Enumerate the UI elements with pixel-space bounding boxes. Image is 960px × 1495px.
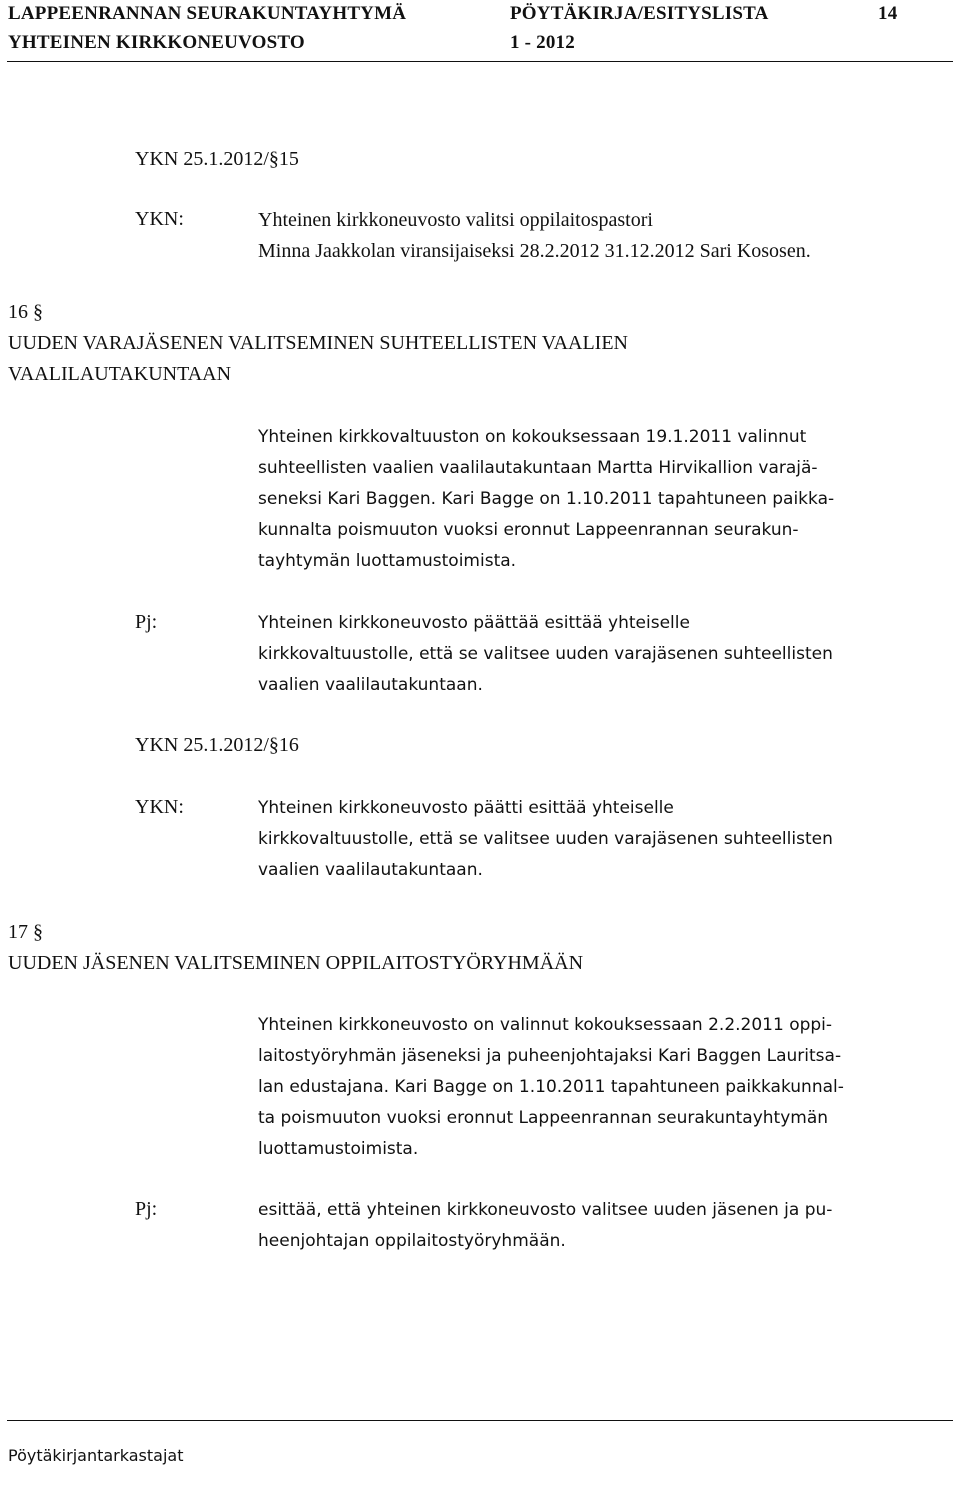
decision-label: YKN: <box>135 208 184 230</box>
proposal-label: Pj: <box>135 611 158 633</box>
text-line: Yhteinen kirkkoneuvosto päättää esittää yhteiselle <box>258 613 690 633</box>
document-number: 1 - 2012 <box>510 32 575 53</box>
text-line: suhteellisten vaalien vaalilautakuntaan Martta Hirvikallion varajä- <box>258 458 818 478</box>
section-number: 17 § <box>8 921 43 943</box>
text-line: Yhteinen kirkkoneuvosto on valinnut kokouksessaan 2.2.2011 oppi- <box>258 1015 833 1035</box>
text-line: kirkkovaltuustolle, että se valitsee uuden varajäsenen suhteellisten <box>258 644 833 664</box>
text-line: Yhteinen kirkkovaltuuston on kokouksessaan 19.1.2011 valinnut <box>258 427 807 447</box>
proposal-text <box>258 1195 832 1257</box>
section-number: 16 § <box>8 301 43 323</box>
text-line: Yhteinen kirkkoneuvosto valitsi oppilaitospastori <box>258 209 653 231</box>
decision-text <box>258 793 833 886</box>
title-line: VAALILAUTAKUNTAAN <box>8 363 232 385</box>
background-text <box>258 422 834 577</box>
header-divider <box>7 61 953 62</box>
text-line: lan edustajana. Kari Bagge on 1.10.2011 tapahtuneen paikkakunnal- <box>258 1077 844 1097</box>
proposal-text <box>258 608 833 701</box>
text-line: seneksi Kari Baggen. Kari Bagge on 1.10.2011 tapahtuneen paikka- <box>258 489 835 509</box>
text-line: esittää, että yhteinen kirkkoneuvosto valitsee uuden jäsenen ja pu- <box>258 1200 833 1220</box>
board-name: YHTEINEN KIRKKONEUVOSTO <box>8 32 305 53</box>
text-line: Minna Jaakkolan viransijaiseksi 28.2.2012 31.12.2012 Sari Kososen. <box>258 240 811 262</box>
decision-label: YKN: <box>135 796 184 818</box>
footer-divider <box>7 1420 953 1421</box>
proposal-label: Pj: <box>135 1198 158 1220</box>
title-line: UUDEN VARAJÄSENEN VALITSEMINEN SUHTEELLISTEN VAALIEN <box>8 332 628 354</box>
decision-text <box>258 205 811 267</box>
document-type: PÖYTÄKIRJA/ESITYSLISTA <box>510 3 769 24</box>
section-title <box>8 328 628 390</box>
meeting-reference: YKN 25.1.2012/§16 <box>135 734 299 756</box>
text-line: vaalien vaalilautakuntaan. <box>258 860 483 880</box>
text-line: laitostyöryhmän jäseneksi ja puheenjohtajaksi Kari Baggen Lauritsa- <box>258 1046 842 1066</box>
background-text <box>258 1010 844 1165</box>
text-line: luottamustoimista. <box>258 1139 419 1159</box>
text-line: kirkkovaltuustolle, että se valitsee uuden varajäsenen suhteellisten <box>258 829 833 849</box>
minutes-checkers-label: Pöytäkirjantarkastajat <box>8 1446 184 1465</box>
organization-name: LAPPEENRANNAN SEURAKUNTAYHTYMÄ <box>8 3 407 24</box>
text-line: kunnalta poismuuton vuoksi eronnut Lappeenrannan seurakun- <box>258 520 799 540</box>
page-number: 14 <box>878 3 898 24</box>
text-line: Yhteinen kirkkoneuvosto päätti esittää yhteiselle <box>258 798 674 818</box>
text-line: vaalien vaalilautakuntaan. <box>258 675 483 695</box>
text-line: heenjohtajan oppilaitostyöryhmään. <box>258 1231 566 1251</box>
section-title: UUDEN JÄSENEN VALITSEMINEN OPPILAITOSTYÖRYHMÄÄN <box>8 952 584 974</box>
text-line: ta poismuuton vuoksi eronnut Lappeenrannan seurakuntayhtymän <box>258 1108 829 1128</box>
meeting-reference: YKN 25.1.2012/§15 <box>135 148 299 170</box>
text-line: tayhtymän luottamustoimista. <box>258 551 517 571</box>
